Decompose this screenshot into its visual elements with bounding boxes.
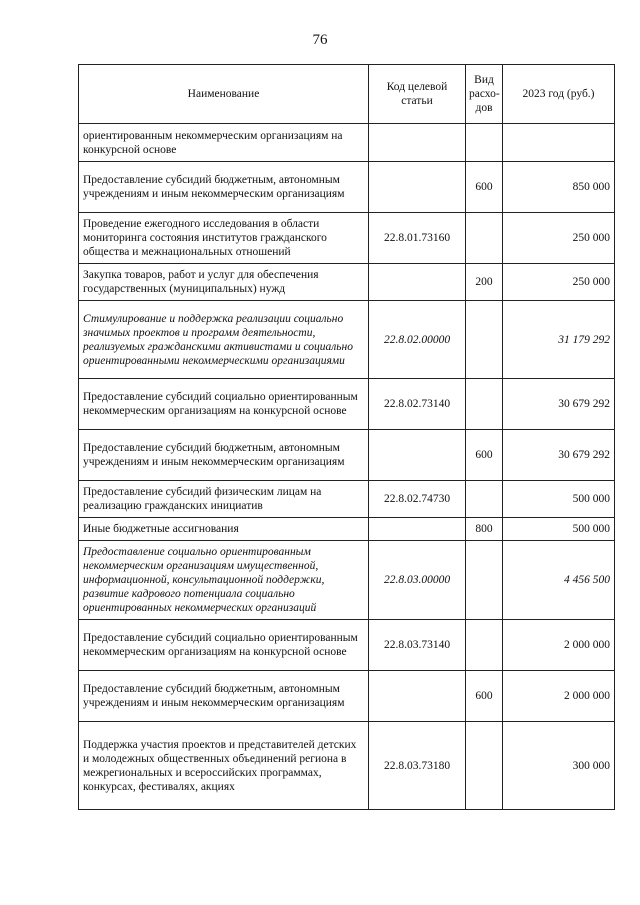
row-code [369,671,466,722]
table-row [79,301,615,379]
row-type [466,620,503,671]
row-code: 22.8.03.73140 [369,620,466,671]
row-code: 22.8.01.73160 [369,213,466,264]
page-number: 76 [312,32,328,48]
table-row [79,379,615,430]
header-sum: 2023 год (руб.) [503,65,615,124]
header-code: Код целевой статьи [369,65,466,124]
row-sum: 30 679 292 [503,430,615,481]
row-name: Проведение ежегодного исследования в области мониторинга состояния институтов гражданского общества и межнациональных отношений [79,213,369,264]
row-name: Стимулирование и поддержка реализации социально значимых проектов и программ деятельности, реализуемых гражданскими активистами и социально ориентированными некоммерческими организациями [79,301,369,379]
table-body [79,124,615,810]
row-sum: 500 000 [503,481,615,518]
row-code: 22.8.03.00000 [369,541,466,620]
row-sum: 31 179 292 [503,301,615,379]
row-sum: 2 000 000 [503,671,615,722]
row-type [466,301,503,379]
header-name: Наименование [79,65,369,124]
row-name: Поддержка участия проектов и представителей детских и молодежных общественных объединений региона в межрегиональных и всероссийских программах, конкурсах, фестивалях, акциях [79,722,369,810]
row-type: 200 [466,264,503,301]
row-name: Закупка товаров, работ и услуг для обеспечения государственных (муниципальных) нужд [79,264,369,301]
row-type [466,481,503,518]
row-type: 800 [466,518,503,541]
row-code: 22.8.02.74730 [369,481,466,518]
row-sum: 30 679 292 [503,379,615,430]
table-row [79,124,615,162]
budget-table [78,64,615,810]
row-name: Предоставление субсидий физическим лицам на реализацию гражданских инициатив [79,481,369,518]
table-row [79,213,615,264]
table-row [79,481,615,518]
row-type [466,541,503,620]
row-code: 22.8.02.73140 [369,379,466,430]
header-type: Вид расхо-дов [466,65,503,124]
row-sum: 250 000 [503,264,615,301]
row-name: Предоставление социально ориентированным некоммерческим организациям имущественной, информационной, консультационной поддержки, развитие кадрового потенциала социально ориентированных некоммерческих организаций [79,541,369,620]
row-code [369,124,466,162]
row-code [369,264,466,301]
row-code [369,518,466,541]
table-header-row [79,65,615,124]
row-code: 22.8.03.73180 [369,722,466,810]
row-type [466,213,503,264]
row-type [466,379,503,430]
row-type: 600 [466,671,503,722]
row-sum [503,124,615,162]
row-sum: 500 000 [503,518,615,541]
row-name: Предоставление субсидий социально ориентированным некоммерческим организациям на конкурсной основе [79,620,369,671]
table-row [79,722,615,810]
row-code [369,162,466,213]
table-row [79,671,615,722]
row-sum: 250 000 [503,213,615,264]
row-sum: 4 456 500 [503,541,615,620]
row-sum: 300 000 [503,722,615,810]
row-code: 22.8.02.00000 [369,301,466,379]
row-type: 600 [466,430,503,481]
row-sum: 850 000 [503,162,615,213]
row-name: Предоставление субсидий бюджетным, автономным учреждениям и иным некоммерческим организациям [79,162,369,213]
row-type [466,124,503,162]
row-name: ориентированным некоммерческим организациям на конкурсной основе [79,124,369,162]
row-name: Предоставление субсидий бюджетным, автономным учреждениям и иным некоммерческим организациям [79,671,369,722]
table-row [79,430,615,481]
row-type [466,722,503,810]
table-row [79,264,615,301]
row-code [369,430,466,481]
row-name: Предоставление субсидий бюджетным, автономным учреждениям и иным некоммерческим организациям [79,430,369,481]
row-name: Предоставление субсидий социально ориентированным некоммерческим организациям на конкурсной основе [79,379,369,430]
table-row [79,620,615,671]
table-row [79,518,615,541]
row-sum: 2 000 000 [503,620,615,671]
row-type: 600 [466,162,503,213]
table-row [79,162,615,213]
row-name: Иные бюджетные ассигнования [79,518,369,541]
table-row [79,541,615,620]
